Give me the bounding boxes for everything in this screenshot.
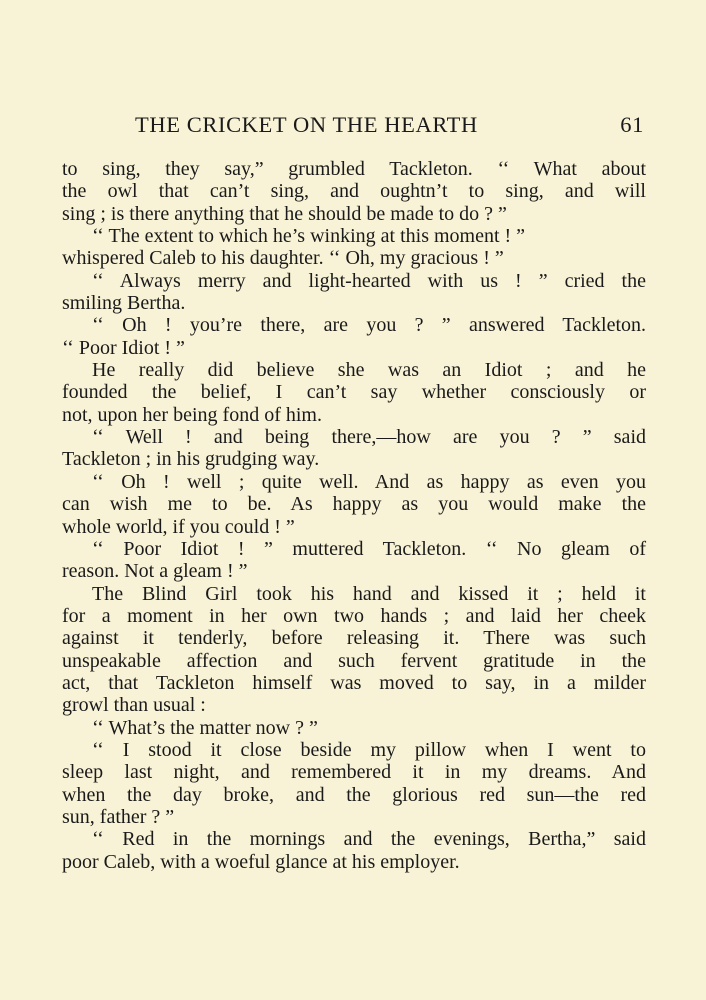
text-line: growl than usual :: [62, 694, 206, 717]
text-line: reason. Not a gleam ! ”: [62, 560, 248, 583]
body-text: [62, 158, 646, 873]
text-line: ‘‘ Poor Idiot ! ”: [62, 336, 185, 359]
text-line: He really did believe she was an Idiot ; and he: [92, 359, 646, 382]
text-line: act, that Tackleton himself was moved to say, in a milder: [62, 671, 646, 694]
text-line: against it tenderly, before releasing it. There was such: [62, 627, 646, 650]
text-line: ‘‘ Poor Idiot ! ” muttered Tackleton. ‘‘ No gleam of: [92, 537, 646, 560]
text-line: sleep last night, and remembered it in my dreams. And: [62, 761, 646, 784]
text-line: ‘‘ Oh ! you’re there, are you ? ” answered Tackleton.: [92, 314, 646, 337]
text-line: Tackleton ; in his grudging way.: [62, 448, 320, 471]
text-line: unspeakable affection and such fervent gratitude in the: [62, 649, 646, 672]
text-line: the owl that can’t sing, and oughtn’t to sing, and will: [62, 180, 646, 203]
text-line: to sing, they say,” grumbled Tackleton. ‘‘ What about: [62, 158, 646, 180]
text-line: ‘‘ Well ! and being there,—how are you ? ” said: [92, 426, 646, 449]
text-line: ‘‘ What’s the matter now ? ”: [92, 716, 318, 739]
text-line: ‘‘ Oh ! well ; quite well. And as happy as even you: [92, 470, 646, 493]
text-line: The Blind Girl took his hand and kissed it ; held it: [92, 582, 646, 605]
page-number: 61: [620, 112, 644, 137]
running-title: THE CRICKET ON THE HEARTH: [135, 112, 478, 137]
text-line: founded the belief, I can’t say whether consciously or: [62, 381, 646, 404]
text-line: sun, father ? ”: [62, 805, 175, 828]
text-line: whole world, if you could ! ”: [62, 515, 295, 538]
text-line: smiling Bertha.: [62, 292, 186, 315]
text-line: not, upon her being fond of him.: [62, 403, 322, 426]
text-line: sing ; is there anything that he should be made to do ? ”: [62, 202, 507, 225]
text-line: whispered Caleb to his daughter. ‘‘ Oh, my gracious ! ”: [62, 247, 504, 270]
page-header: [62, 112, 646, 142]
text-line: ‘‘ Red in the mornings and the evenings, Bertha,” said: [92, 828, 646, 851]
text-line: ‘‘ Always merry and light-hearted with us ! ” cried the: [92, 269, 646, 292]
text-line: ‘‘ The extent to which he’s winking at this moment ! ”: [92, 225, 526, 248]
text-line: can wish me to be. As happy as you would make the: [62, 493, 646, 516]
text-line: poor Caleb, with a woeful glance at his employer.: [62, 850, 460, 873]
text-line: when the day broke, and the glorious red sun—the red: [62, 783, 646, 806]
text-line: for a moment in her own two hands ; and laid her cheek: [62, 604, 646, 627]
text-line: ‘‘ I stood it close beside my pillow when I went to: [92, 738, 646, 761]
